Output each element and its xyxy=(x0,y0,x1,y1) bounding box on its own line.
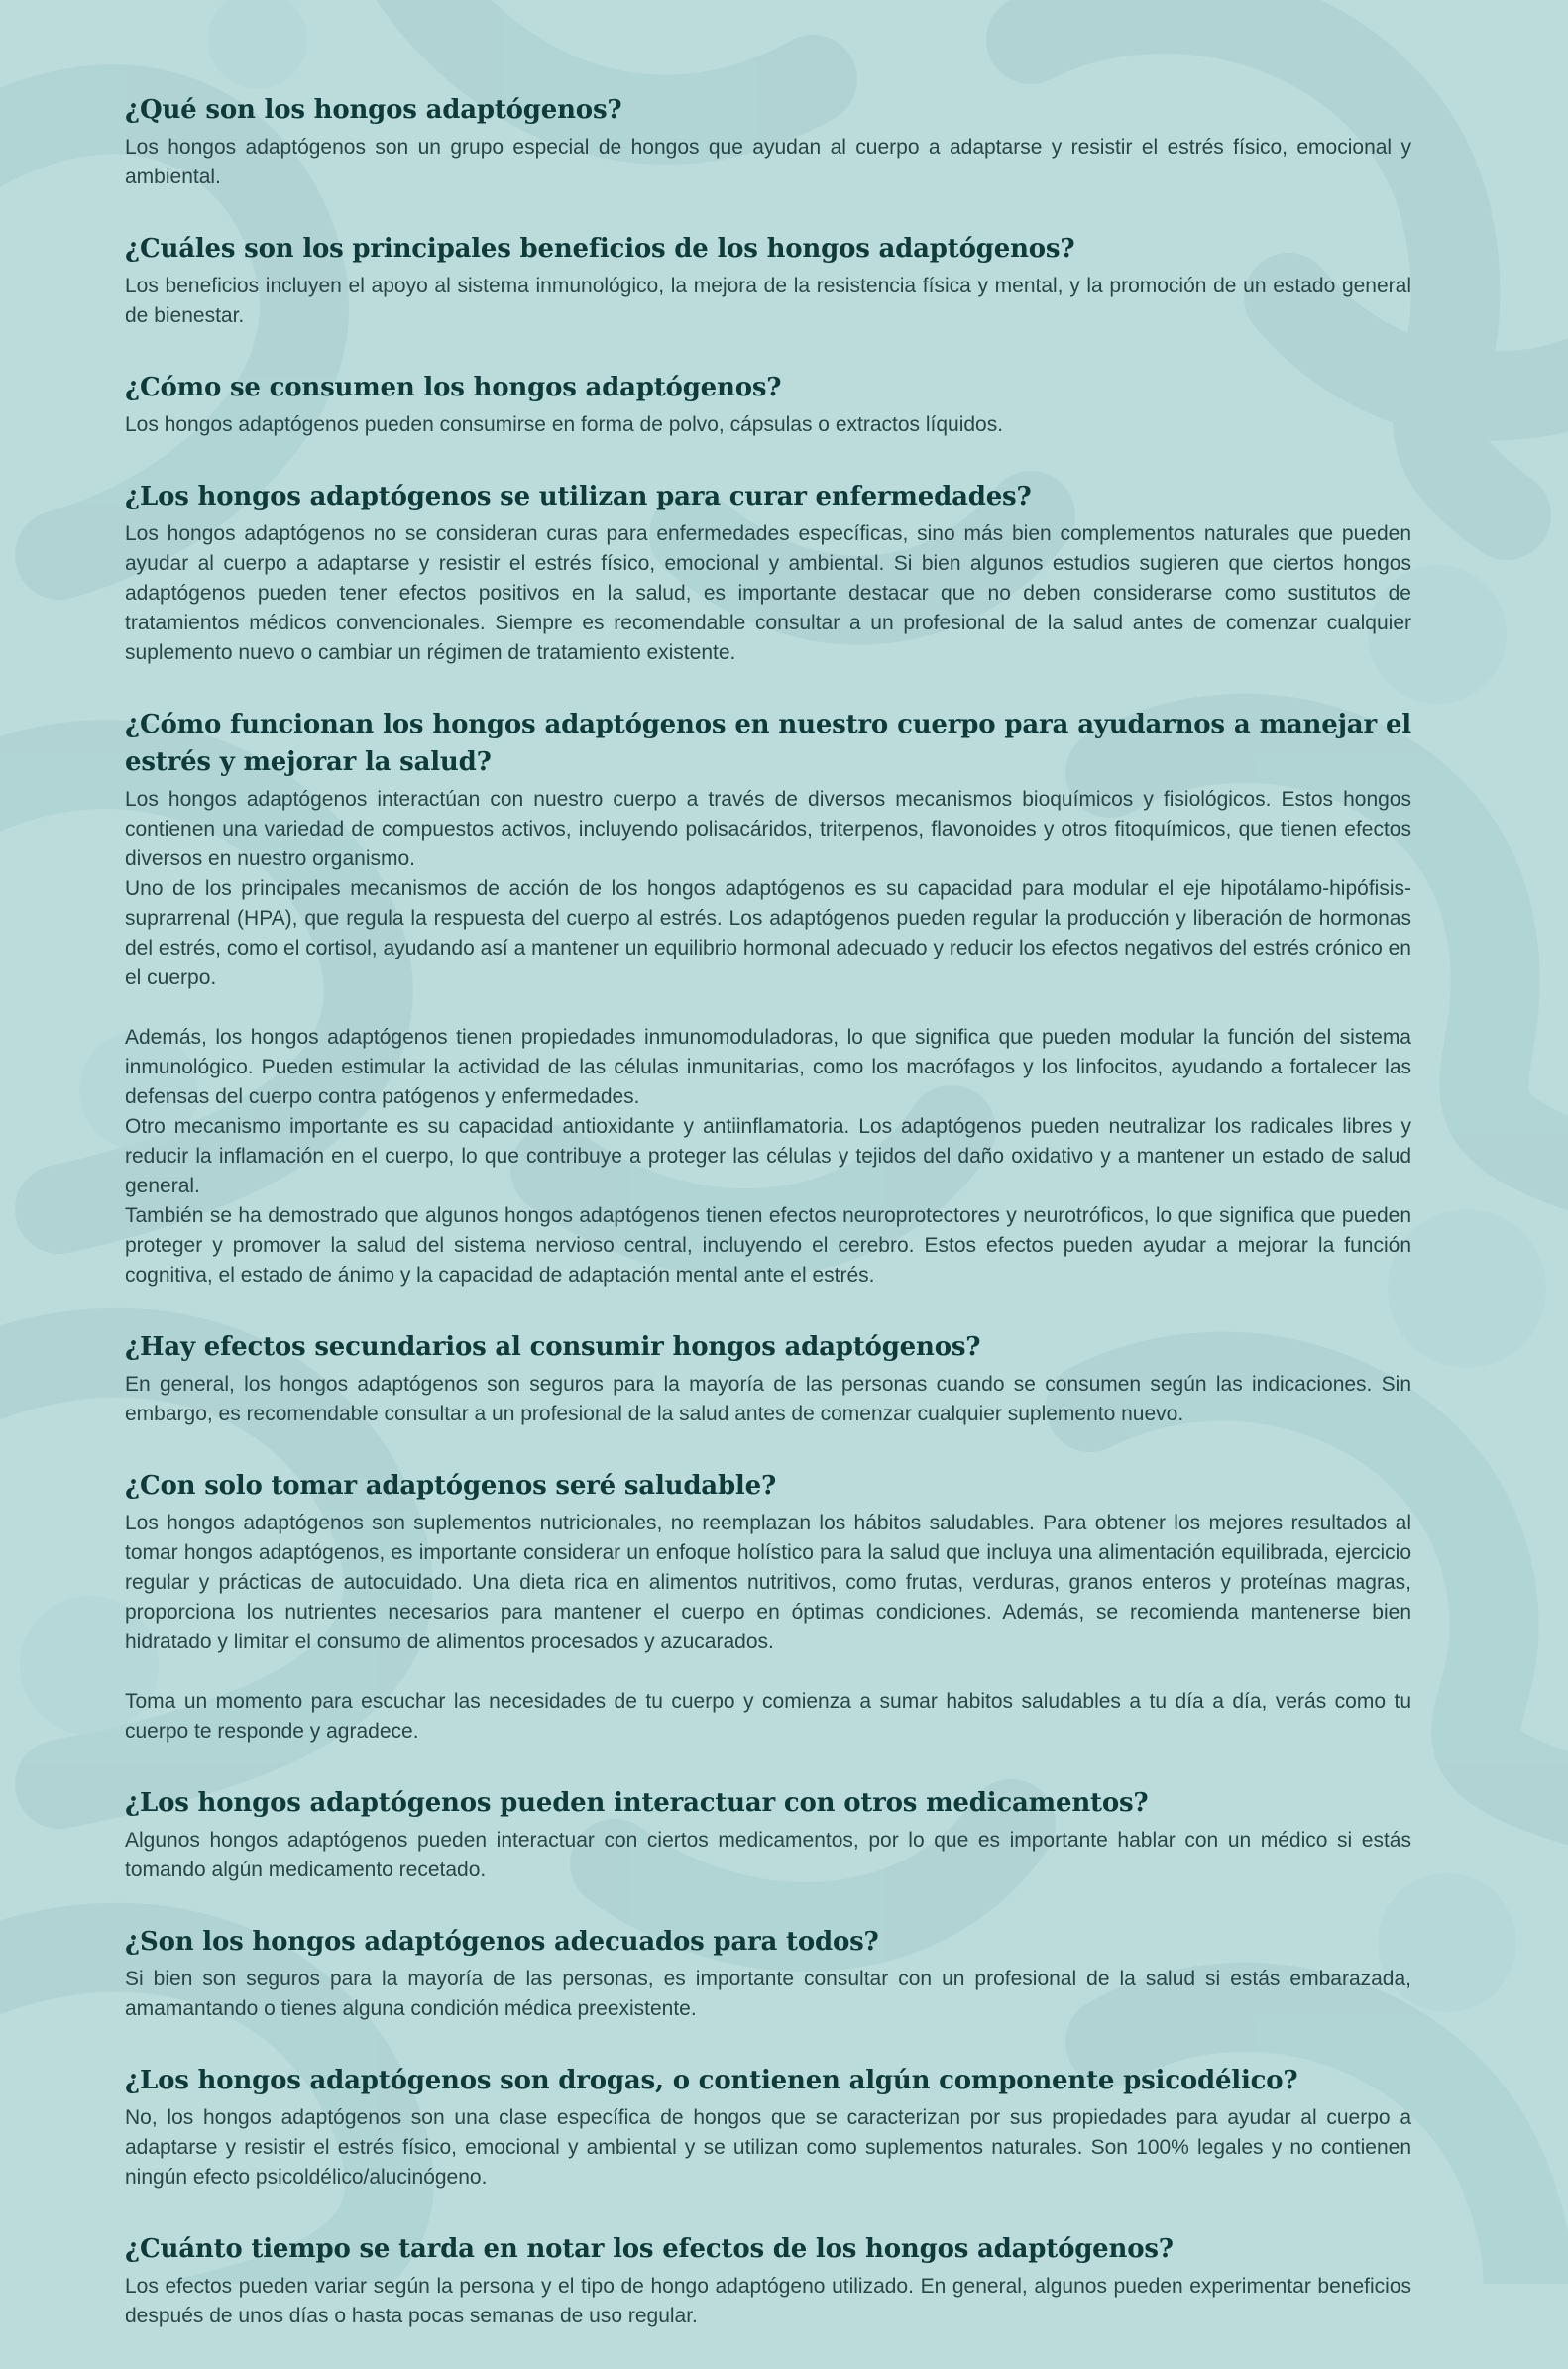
faq-question: ¿Los hongos adaptógenos pueden interactuar con otros medicamentos? xyxy=(125,1788,1149,1818)
faq-item xyxy=(125,230,1411,331)
faq-question: ¿Cuáles son los principales beneficios de los hongos adaptógenos? xyxy=(125,234,1075,264)
faq-answer: No, los hongos adaptógenos son una clase específica de hongos que se caracterizan por sus propiedades para ayudar al cuerpo a adaptarse y resistir el estrés físico, emocional y ambiental y se utilizan como suplementos naturales. Son 100% legales y no contienen ningún efecto psicoldélico/alucinógeno. xyxy=(125,2106,1411,2189)
faq-question: ¿Cómo funcionan los hongos adaptógenos en nuestro cuerpo para ayudarnos a manejar el estrés y mejorar la salud? xyxy=(125,710,1411,777)
faq-question: ¿Cuánto tiempo se tarda en notar los efectos de los hongos adaptógenos? xyxy=(125,2234,1174,2264)
faq-answer: Algunos hongos adaptógenos pueden interactuar con ciertos medicamentos, por lo que es importante hablar con un médico si estás tomando algún medicamento recetado. xyxy=(125,1829,1411,1881)
faq-answer: Los hongos adaptógenos son suplementos nutricionales, no reemplazan los hábitos saludables. Para obtener los mejores resultados al tomar hongos adaptógenos, es importante considerar un enfoque holístico para la salud que incluya una alimentación equilibrada, ejercicio regular y prácticas de autocuidado. Una dieta rica en alimentos nutritivos, como frutas, verduras, granos enteros y proteínas magras, proporciona los nutrientes necesarios para mantener el cuerpo en óptimas condiciones. Además, se recomienda mantenerse bien hidratado y limitar el consumo de alimentos procesados y azucarados. xyxy=(125,1512,1411,1653)
faq-answer: Los hongos adaptógenos son un grupo especial de hongos que ayudan al cuerpo a adaptarse y resistir el estrés físico, emocional y ambiental. xyxy=(125,136,1411,188)
faq-item xyxy=(125,2230,1411,2331)
faq-answer: En general, los hongos adaptógenos son seguros para la mayoría de las personas cuando se consumen según las indicaciones. Sin embargo, es recomendable consultar a un profesional de la salud antes de comenzar cualquier suplemento nuevo. xyxy=(125,1373,1411,1425)
faq-item xyxy=(125,1784,1411,1885)
faq-answer: Además, los hongos adaptógenos tienen propiedades inmunomoduladoras, lo que significa que pueden modular la función del sistema inmunológico. Pueden estimular la actividad de las células inmunitarias, como los macrófagos y los linfocitos, ayudando a fortalecer las defensas del cuerpo contra patógenos y enfermedades. xyxy=(125,1026,1411,1108)
faq-answer: Los hongos adaptógenos no se consideran curas para enfermedades específicas, sino más bien complementos naturales que pueden ayudar al cuerpo a adaptarse y resistir el estrés físico, emocional y ambiental. Si bien algunos estudios sugieren que ciertos hongos adaptógenos pueden tener efectos positivos en la salud, es importante destacar que no deben considerarse como sustitutos de tratamientos médicos convencionales. Siempre es recomendable consultar a un profesional de la salud antes de comenzar cualquier suplemento nuevo o cambiar un régimen de tratamiento existente. xyxy=(125,522,1411,664)
faq-answer: Toma un momento para escuchar las necesidades de tu cuerpo y comienza a sumar habitos saludables a tu día a día, verás como tu cuerpo te responde y agradece. xyxy=(125,1690,1411,1743)
faq-answer: Los beneficios incluyen el apoyo al sistema inmunológico, la mejora de la resistencia física y mental, y la promoción de un estado general de bienestar. xyxy=(125,275,1411,327)
faq-answer: Otro mecanismo importante es su capacidad antioxidante y antiinflamatoria. Los adaptógenos pueden neutralizar los radicales libres y reducir la inflamación en el cuerpo, lo que contribuye a proteger las células y tejidos del daño oxidativo y a mantener un estado de salud general. xyxy=(125,1115,1411,1197)
faq-answer: Uno de los principales mecanismos de acción de los hongos adaptógenos es su capacidad para modular el eje hipotálamo-hipófisis-suprarrenal (HPA), que regula la respuesta del cuerpo al estrés. Los adaptógenos pueden regular la producción y liberación de hormonas del estrés, como el cortisol, ayudando así a mantener un equilibrio hormonal adecuado y reducir los efectos negativos del estrés crónico en el cuerpo. xyxy=(125,877,1411,989)
faq-question: ¿Cómo se consumen los hongos adaptógenos? xyxy=(125,373,782,402)
faq-item xyxy=(125,1923,1411,2024)
faq-item xyxy=(125,91,1411,192)
faq-item xyxy=(125,706,1411,1291)
faq-item xyxy=(125,369,1411,440)
faq-question: ¿Son los hongos adaptógenos adecuados para todos? xyxy=(125,1927,879,1957)
faq-answer: También se ha demostrado que algunos hongos adaptógenos tienen efectos neuroprotectores y neurotróficos, lo que significa que pueden proteger y promover la salud del sistema nervioso central, incluyendo el cerebro. Estos efectos pueden ayudar a mejorar la función cognitiva, el estado de ánimo y la capacidad de adaptación mental ante el estrés. xyxy=(125,1204,1411,1287)
faq-answer: Los efectos pueden variar según la persona y el tipo de hongo adaptógeno utilizado. En general, algunos pueden experimentar beneficios después de unos días o hasta pocas semanas de uso regular. xyxy=(125,2275,1411,2327)
faq-question: ¿Los hongos adaptógenos son drogas, o contienen algún componente psicodélico? xyxy=(125,2066,1298,2095)
faq-content xyxy=(125,91,1411,2369)
faq-item xyxy=(125,2062,1411,2193)
faq-item xyxy=(125,1467,1411,1747)
faq-answer: Si bien son seguros para la mayoría de las personas, es importante consultar con un profesional de la salud si estás embarazada, amamantando o tienes alguna condición médica preexistente. xyxy=(125,1968,1411,2020)
faq-item xyxy=(125,1328,1411,1429)
faq-question: ¿Hay efectos secundarios al consumir hongos adaptógenos? xyxy=(125,1332,981,1362)
faq-answer: Los hongos adaptógenos interactúan con nuestro cuerpo a través de diversos mecanismos bioquímicos y fisiológicos. Estos hongos contienen una variedad de compuestos activos, incluyendo polisacáridos, triterpenos, flavonoides y otros fitoquímicos, que tienen efectos diversos en nuestro organismo. xyxy=(125,788,1411,870)
faq-question: ¿Con solo tomar adaptógenos seré saludable? xyxy=(125,1471,776,1501)
faq-question: ¿Qué son los hongos adaptógenos? xyxy=(125,95,622,125)
faq-question: ¿Los hongos adaptógenos se utilizan para curar enfermedades? xyxy=(125,482,1032,511)
faq-answer: Los hongos adaptógenos pueden consumirse en forma de polvo, cápsulas o extractos líquidos. xyxy=(125,413,1004,436)
faq-item xyxy=(125,478,1411,668)
